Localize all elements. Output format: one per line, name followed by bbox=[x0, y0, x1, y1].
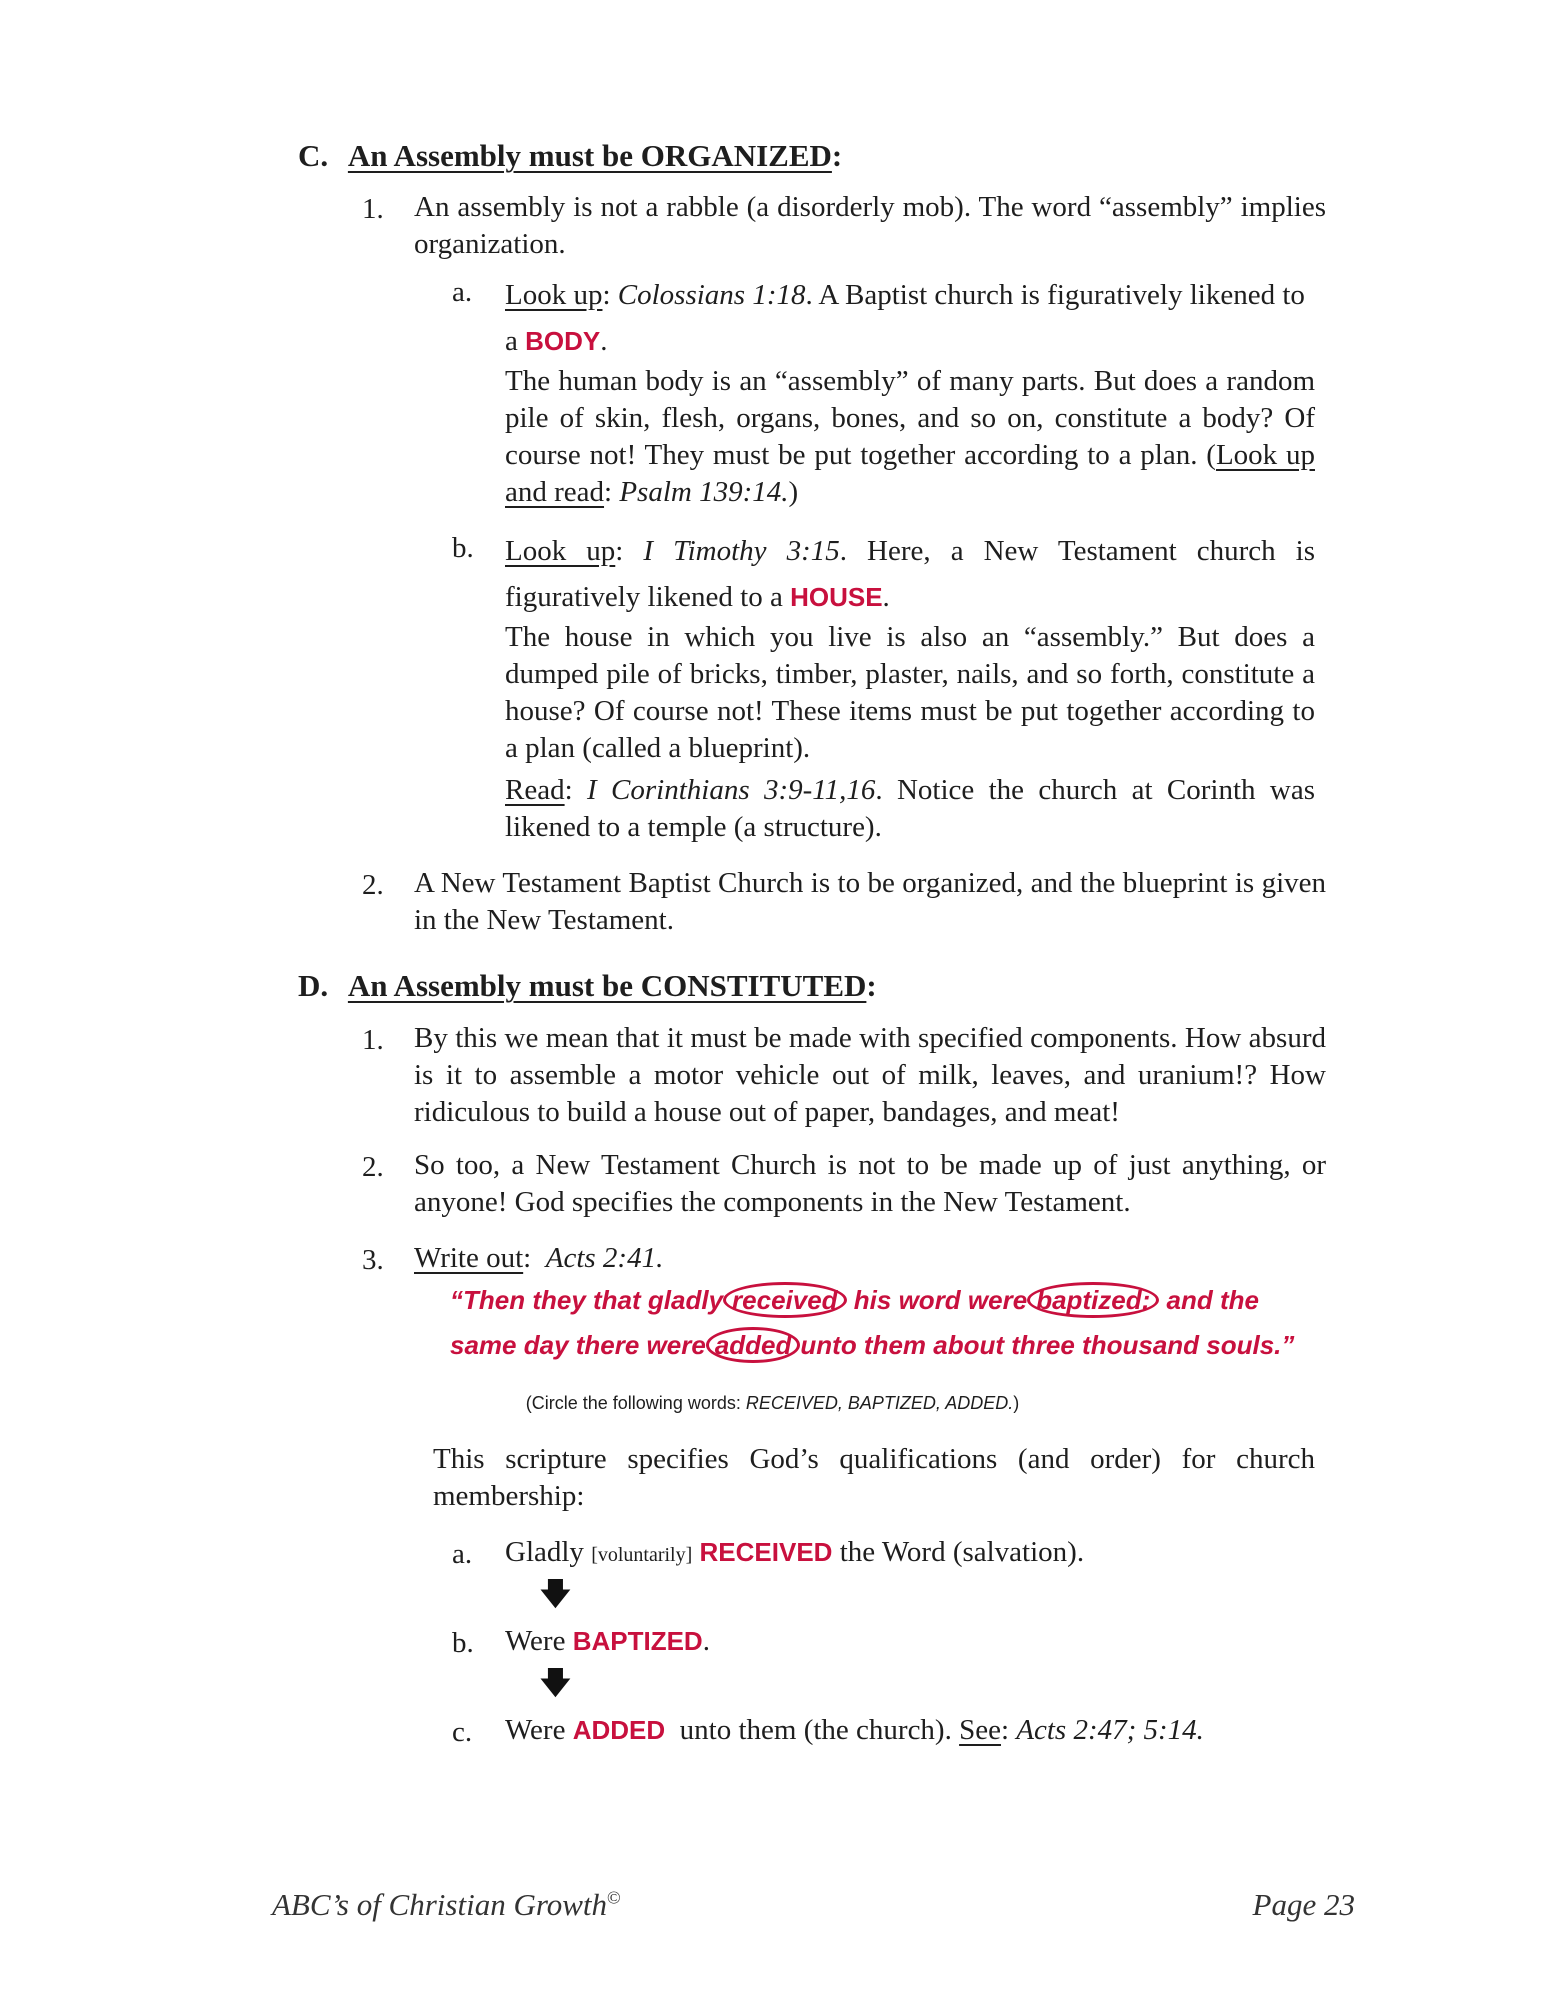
c1a-line: Look up: Colossians 1:18. A Baptist church is figuratively likened to a BODY. bbox=[505, 279, 1305, 357]
instruction-words: RECEIVED, BAPTIZED, ADDED. bbox=[745, 1393, 1014, 1413]
quote-part-4: same day there were bbox=[450, 1330, 706, 1360]
step-a-letter: a. bbox=[452, 1538, 473, 1570]
c1a-keyword: BODY bbox=[525, 326, 601, 356]
c1a-ref: Colossians 1:18 bbox=[617, 279, 806, 311]
step-c-ref: Acts 2:47; 5:14. bbox=[1016, 1714, 1204, 1746]
c1-text: An assembly is not a rabble (a disorderly mob). The word “assembly” implies organization. bbox=[414, 191, 1326, 260]
step-c-keyword: ADDED bbox=[572, 1715, 666, 1745]
quote-line-2 bbox=[450, 1323, 1310, 1368]
section-d-heading bbox=[298, 968, 877, 1004]
step-a-post: the Word (salvation). bbox=[839, 1536, 1085, 1568]
page-number: Page 23 bbox=[1252, 1887, 1355, 1922]
d1-text: By this we mean that it must be made with specified components. How absurd is it to assemble a motor vehicle out of milk, leaves, and uranium!? How ridiculous to build a house out of paper, bandages, and meat! bbox=[414, 1022, 1326, 1128]
circled-word-received: received bbox=[723, 1282, 847, 1318]
c1b-text: . Here, a New Testament church is figuratively likened to a bbox=[505, 535, 1315, 613]
c1a-read-ref: Psalm 139:14. bbox=[619, 476, 789, 508]
step-c-line: Were ADDED unto them (the church). See: Acts 2:47; 5:14. bbox=[505, 1714, 1204, 1746]
step-c-letter: c. bbox=[452, 1716, 473, 1748]
circled-word-added: added bbox=[706, 1327, 801, 1363]
footer-book-title: ABC’s of Christian Growth bbox=[272, 1887, 608, 1922]
d2-number: 2. bbox=[362, 1151, 384, 1183]
section-c-letter: C. bbox=[298, 138, 329, 173]
circle-instruction bbox=[0, 1393, 1545, 1414]
section-d-letter: D. bbox=[298, 968, 329, 1003]
c1b-letter: b. bbox=[452, 532, 474, 564]
step-c-pre: Were bbox=[505, 1714, 566, 1746]
c1b-read-label: Read bbox=[505, 774, 565, 806]
c2-text: A New Testament Baptist Church is to be organized, and the blueprint is given in the New Testament. bbox=[414, 867, 1326, 936]
step-b-pre: Were bbox=[505, 1625, 566, 1657]
quote-part-2: his word were bbox=[853, 1285, 1028, 1315]
c1a-text: . A Baptist church is figuratively likened to a bbox=[505, 279, 1305, 357]
c1-number: 1. bbox=[362, 193, 384, 225]
section-c-title: An Assembly must be ORGANIZED bbox=[347, 138, 832, 173]
d1-number: 1. bbox=[362, 1024, 384, 1056]
scripture-quote bbox=[450, 1278, 1310, 1368]
step-b-keyword: BAPTIZED bbox=[572, 1626, 703, 1656]
c1b-lookup-label: Look up bbox=[505, 535, 616, 567]
down-arrow-icon: 🡇 bbox=[540, 1666, 571, 1701]
d3-number: 3. bbox=[362, 1244, 384, 1276]
c1b-paragraph: The house in which you live is also an “assembly.” But does a dumped pile of bricks, timber, plaster, nails, and so forth, constitute a house? Of course not! These items must be put together according to a plan (called a blueprint). bbox=[505, 621, 1315, 764]
circled-word-baptized: baptized: bbox=[1027, 1282, 1159, 1318]
c1a-para-text: The human body is an “assembly” of many parts. But does a random pile of skin, flesh, organs, bones, and so on, constitute a body? Of course not! They must be put together according to a plan. ( bbox=[505, 365, 1315, 471]
d3-line: Write out: Acts 2:41. bbox=[414, 1242, 664, 1274]
c1a-read-label: Look up and read bbox=[505, 439, 1315, 508]
step-a-keyword: RECEIVED bbox=[699, 1537, 833, 1567]
step-b-line bbox=[505, 1623, 710, 1660]
c1b-read-text: . Notice the church at Corinth was likened to a temple (a structure). bbox=[505, 774, 1316, 843]
step-a-note: [voluntarily] bbox=[591, 1544, 693, 1566]
copyright-symbol: © bbox=[607, 1887, 621, 1908]
step-a-line bbox=[505, 1534, 1084, 1574]
step-b-post: . bbox=[702, 1625, 710, 1657]
c1b-ref: I Timothy 3:15 bbox=[643, 535, 840, 567]
section-d-colon: : bbox=[866, 968, 877, 1003]
instruction-prefix: (Circle the following words: bbox=[525, 1393, 746, 1413]
quote-part-5: unto them about three thousand souls.” bbox=[800, 1330, 1295, 1360]
step-b-letter: b. bbox=[452, 1627, 474, 1659]
section-c-colon: : bbox=[831, 138, 843, 173]
d2-text: So too, a New Testament Church is not to be made up of just anything, or anyone! God specifies the components in the New Testament. bbox=[414, 1149, 1326, 1218]
section-d-title: An Assembly must be CONSTITUTED bbox=[347, 968, 867, 1003]
c1a-letter: a. bbox=[452, 276, 473, 308]
d3-ref: Acts 2:41. bbox=[545, 1242, 664, 1274]
d3-label: Write out bbox=[414, 1242, 524, 1274]
down-arrow-icon: 🡇 bbox=[540, 1577, 571, 1612]
c2-number: 2. bbox=[362, 869, 384, 901]
c1b-read: Read: I Corinthians 3:9-11,16. Notice the church at Corinth was likened to a temple (a structure). bbox=[505, 774, 1316, 843]
step-c-post: unto them (the church). bbox=[679, 1714, 952, 1746]
step-c-see-label: See bbox=[959, 1714, 1001, 1746]
c1a-para-end: ) bbox=[788, 476, 799, 508]
c1b-read-ref: I Corinthians 3:9-11,16 bbox=[587, 774, 876, 806]
instruction-suffix: ) bbox=[1013, 1393, 1020, 1413]
step-a-pre: Gladly bbox=[505, 1536, 584, 1568]
quote-line-1 bbox=[450, 1278, 1310, 1323]
c1a-paragraph: The human body is an “assembly” of many parts. But does a random pile of skin, flesh, organs, bones, and so on, constitute a body? Of course not! They must be put together according to a plan. (Look up and read: Psalm 139:14.) bbox=[505, 365, 1315, 508]
quote-part-3: and the bbox=[1166, 1285, 1259, 1315]
footer-title bbox=[272, 1887, 621, 1923]
c1a-lookup-label: Look up bbox=[505, 279, 603, 311]
quote-part-1: “Then they that gladly bbox=[450, 1285, 724, 1315]
c1b-line: Look up: I Timothy 3:15. Here, a New Testament church is figuratively likened to a HOUSE. bbox=[505, 535, 1315, 613]
c1b-keyword: HOUSE bbox=[790, 582, 883, 612]
section-c-heading bbox=[298, 138, 842, 174]
summary-paragraph: This scripture specifies God’s qualifications (and order) for church membership: bbox=[433, 1443, 1315, 1512]
